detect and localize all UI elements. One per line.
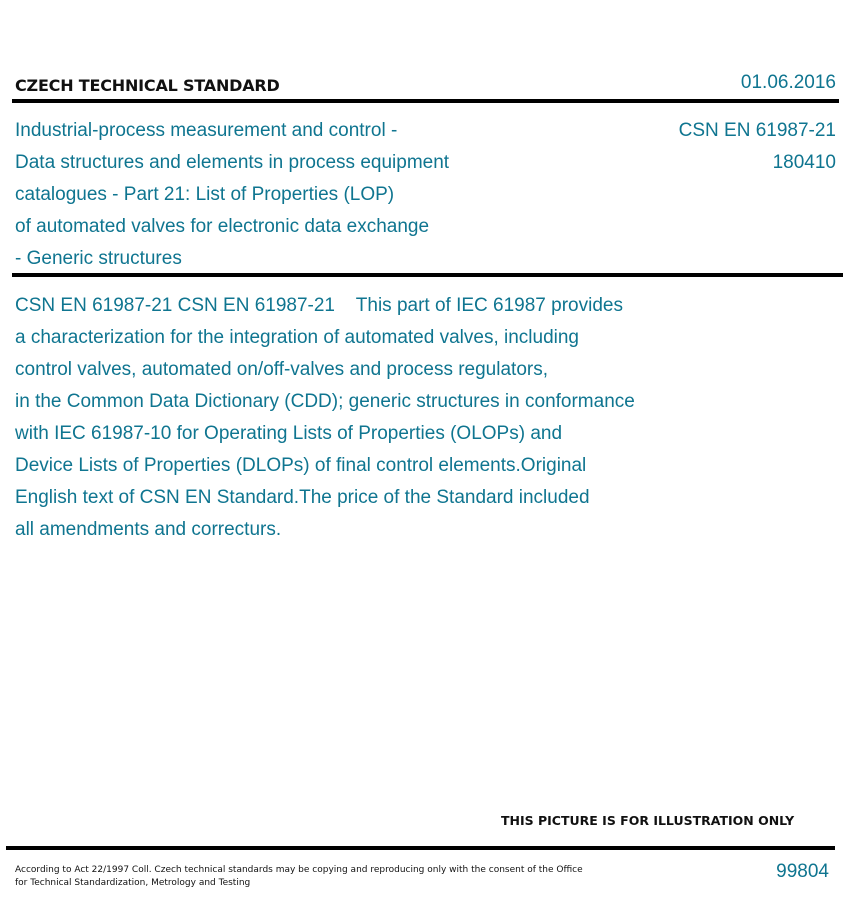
class-number: 180410 [772, 152, 836, 173]
description-line: control valves, automated on/off-valves and process regulators, [15, 359, 548, 380]
standard-description [15, 290, 735, 546]
description-line: CSN EN 61987-21 CSN EN 61987-21 This part of IEC 61987 provides [15, 295, 623, 316]
standard-code: CSN EN 61987-21 [678, 120, 836, 141]
legal-notice-line: According to Act 22/1997 Coll. Czech technical standards may be copying and reproducing only with the consent of the Office [15, 865, 583, 875]
standard-identifiers [679, 115, 836, 179]
standard-title-line: of automated valves for electronic data exchange [15, 216, 430, 237]
standard-title-line: catalogues - Part 21: List of Properties (LOP) [15, 184, 395, 205]
standard-title-line: Data structures and elements in process equipment [15, 152, 450, 173]
illustration-note: THIS PICTURE IS FOR ILLUSTRATION ONLY [501, 813, 795, 828]
title-divider [12, 273, 843, 277]
description-line: all amendments and correcturs. [15, 519, 282, 540]
standard-title [15, 115, 535, 275]
legal-notice-line: for Technical Standardization, Metrology and Testing [15, 878, 251, 888]
description-line: a characterization for the integration of automated valves, including [15, 327, 579, 348]
description-line: in the Common Data Dictionary (CDD); generic structures in conformance [15, 391, 635, 412]
catalog-number: 99804 [776, 861, 829, 882]
publication-date: 01.06.2016 [740, 72, 836, 93]
standard-title-line: Industrial-process measurement and control - [15, 120, 398, 141]
description-line: Device Lists of Properties (DLOPs) of final control elements.Original [15, 455, 587, 476]
header-divider [12, 99, 839, 103]
footer-divider [6, 846, 835, 850]
document-type-title: CZECH TECHNICAL STANDARD [15, 76, 280, 95]
standard-title-line: - Generic structures [15, 248, 182, 269]
legal-notice [15, 864, 605, 890]
description-line: English text of CSN EN Standard.The price of the Standard included [15, 487, 590, 508]
description-line: with IEC 61987-10 for Operating Lists of Properties (OLOPs) and [15, 423, 563, 444]
